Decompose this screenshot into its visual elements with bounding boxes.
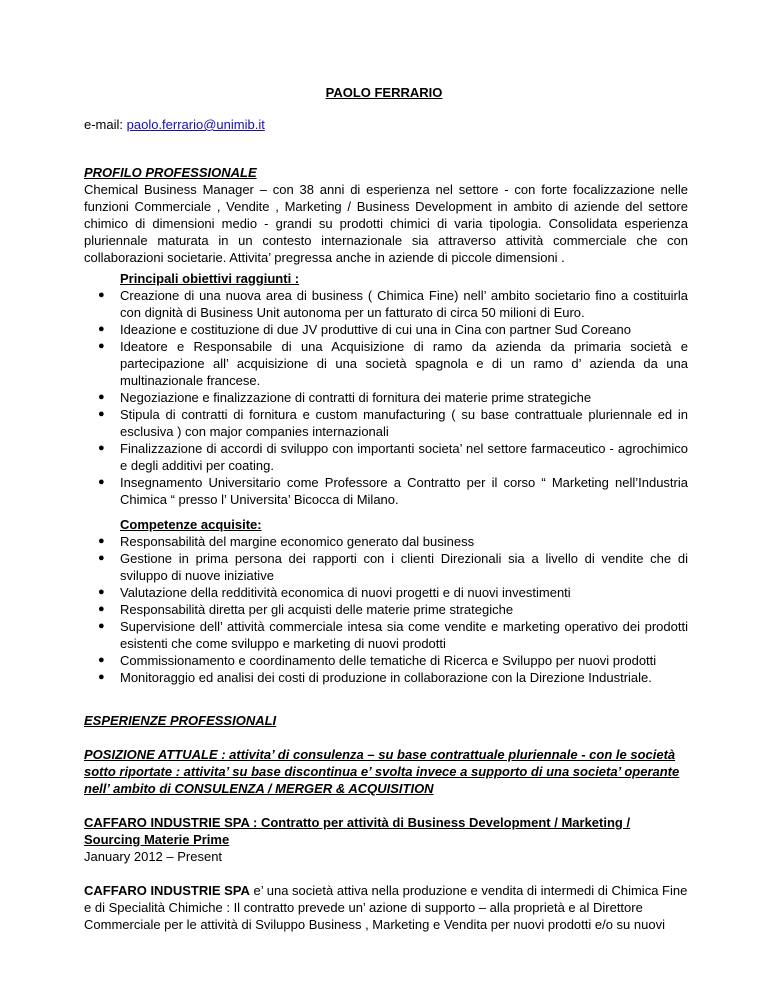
caffaro-title: CAFFARO INDUSTRIE SPA : Contratto per attività di Business Development / Marketing / Sourcing Materie Prime xyxy=(84,815,631,847)
list-item: ● Ideazione e costituzione di due JV produttive di cui una in Cina con partner Sud Coreano xyxy=(98,322,631,337)
profilo-heading: PROFILO PROFESSIONALE xyxy=(84,165,257,180)
list-item: ● Valutazione della redditività economica di nuovi progetti e di nuovi investimenti xyxy=(98,585,571,600)
obiettivi-section xyxy=(84,270,688,508)
competenze-section xyxy=(84,516,688,686)
email-line xyxy=(84,116,265,133)
bullet-icon: ● xyxy=(98,408,105,420)
list-item: ● Responsabilità diretta per gli acquisti delle materie prime strategiche xyxy=(98,602,514,617)
list-item: ● Supervisione dell’ attività commerciale intesa sia come vendite e marketing operativo dei prodotti esistenti che come sviluppo e marketing di nuovi prodotti xyxy=(98,619,688,651)
bullet-icon: ● xyxy=(98,476,105,488)
caffaro-period: January 2012 – Present xyxy=(84,849,223,864)
list-item: ● Commissionamento e coordinamento delle tematiche di Ricerca e Sviluppo per nuovi prodotti xyxy=(98,653,657,668)
bullet-icon: ● xyxy=(98,603,105,615)
profilo-section xyxy=(84,164,688,266)
bullet-icon: ● xyxy=(98,442,105,454)
caffaro-lead: CAFFARO INDUSTRIE SPA xyxy=(84,883,250,898)
bullet-icon: ● xyxy=(98,535,105,547)
caffaro-description xyxy=(84,882,688,933)
list-item: ● Creazione di una nuova area di business ( Chimica Fine) nell’ ambito societario fino a costituirla con dignità di Business Unit autonoma per un fatturato di circa 50 milioni di Euro. xyxy=(98,288,688,320)
bullet-icon: ● xyxy=(98,340,105,352)
cv-name: PAOLO FERRARIO xyxy=(325,85,443,100)
competenze-heading: Competenze acquisite: xyxy=(120,517,262,532)
esperienze-heading: ESPERIENZE PROFESSIONALI xyxy=(84,713,277,728)
esperienze-section xyxy=(84,712,688,933)
list-item: ● Responsabilità del margine economico generato dal business xyxy=(98,534,475,549)
bullet-icon: ● xyxy=(98,391,105,403)
list-item: ● Gestione in prima persona dei rapporti con i clienti Direzionali sia a livello di vendite che di sviluppo di nuove iniziative xyxy=(98,551,688,583)
list-item: ● Finalizzazione di accordi di sviluppo con importanti societa’ nel settore farmaceutico - agrochimico e degli additivi per coating. xyxy=(98,441,688,473)
list-item: ● Ideatore e Responsabile di una Acquisizione di ramo da azienda da primaria società e partecipazione all’ acquisizione di una società spagnola e di un ramo d’ azienda da una multinazionale francese. xyxy=(98,339,688,388)
profilo-text: Chemical Business Manager – con 38 anni di esperienza nel settore - con forte focalizzazione nelle funzioni Commerciale , Vendite , Marketing / Business Development in ambito di aziende del settore chimico di dimensioni medio - grandi su prodotti chimici di varia tipologia. Consolidata esperienza pluriennale maturata in un contesto internazionale sia attraverso attività commerciale che con collaborazioni societarie. Attivita’ pregressa anche in aziende di piccole dimensioni . xyxy=(84,182,688,265)
competenze-list xyxy=(84,533,688,686)
bullet-icon: ● xyxy=(98,654,105,666)
email-link[interactable]: paolo.ferrario@unimib.it xyxy=(126,117,265,132)
list-item: ● Insegnamento Universitario come Professore a Contratto per il corso “ Marketing nell’Industria Chimica “ presso l’ Universita’ Bicocca di Milano. xyxy=(98,475,688,507)
bullet-icon: ● xyxy=(98,289,105,301)
posizione-attuale: POSIZIONE ATTUALE : attivita’ di consulenza – su base contrattuale pluriennale - con le società sotto riportate : attivita’ su base discontinua e’ svolta invece a supporto di una societa’ operante nell’ ambito di CONSULENZA / MERGER & ACQUISITION xyxy=(84,747,680,796)
bullet-icon: ● xyxy=(98,620,105,632)
list-item: ● Monitoraggio ed analisi dei costi di produzione in collaborazione con la Direzione Industriale. xyxy=(98,670,652,685)
caffaro-text: e’ una società attiva nella produzione e vendita di intermedi di Chimica Fine e di Specialità Chimiche : Il contratto prevede un’ azione di supporto – alla proprietà e al Direttore Commerciale per le attività di Sviluppo Business , Marketing e Vendita per nuovi prodotti e/o su nuovi xyxy=(84,883,688,932)
email-label: e-mail: xyxy=(84,117,124,132)
list-item: ● Stipula di contratti di fornitura e custom manufacturing ( su base contrattuale pluriennale ed in esclusiva ) con major companies internazionali xyxy=(98,407,688,439)
bullet-icon: ● xyxy=(98,671,105,683)
bullet-icon: ● xyxy=(98,552,105,564)
obiettivi-list xyxy=(84,287,688,508)
bullet-icon: ● xyxy=(98,586,105,598)
obiettivi-heading: Principali obiettivi raggiunti : xyxy=(120,271,300,286)
list-item: ● Negoziazione e finalizzazione di contratti di fornitura dei materie prime strategiche xyxy=(98,390,592,405)
bullet-icon: ● xyxy=(98,323,105,335)
